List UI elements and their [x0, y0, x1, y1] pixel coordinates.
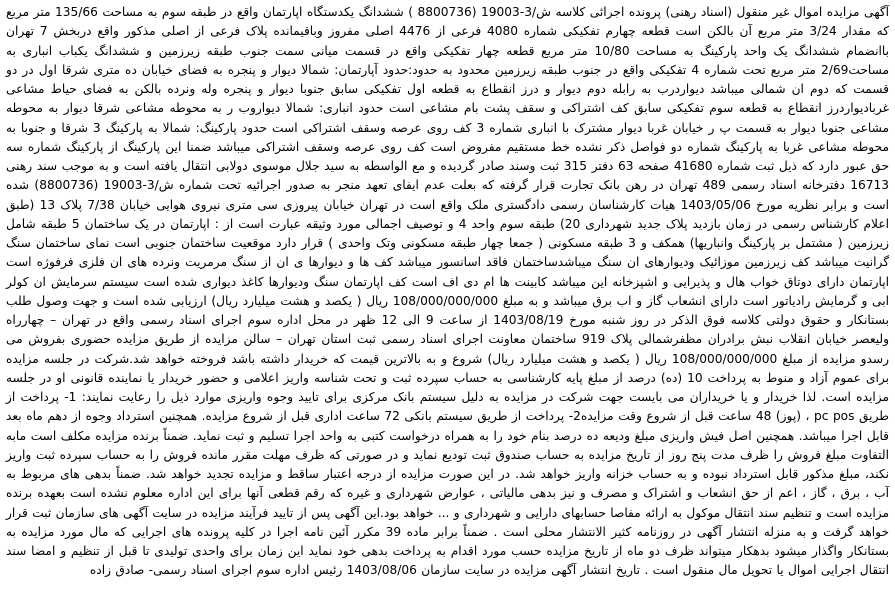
auction-notice-text: آگهی مزایده اموال غیر منقول (اسناد رهنی) پرونده اجرائی کلاسه ش/3-19003 (8800736 ) ششدانگ یکدستگاه اپارتمان واقع در طبقه سوم به مساحت 135/66 متر مربع که مقدار 3/24 متر مربع آن بالکن است قطعه چهارم تفکیکی شماره 4080 فرعی از 4476 اصلی مفروز وباقیمانده پلاک فرعی از اصلی مذکور واقع دربخش 7 تهران باانضمام ششدانگ یک واحد پارکینگ به مساحت 10/80 متر مربع قطعه چهار تفکیکی واقع در قسمت میانی سمت جنوب طبقه زیرزمین و ششدانگ یکباب انباری به مساحت2/69 متر مربع تحت شماره 4 تفکیکی واقع در جنوب طبقه زیرزمین محدود به حدود:حدود آپارتمان: شمالا دیوار و پنجره به فضای خیابان ده متری شرقا اول در دو قسمت که دوم ان شمالی میباشد دیواردرب به رابله دوم دیوار و درز انقطاع به قطعه اول تفکیکی سابق جنوبا دیوار و پنجره وله ونرده بالکن به فضای حیاط مشاعی غربادیواردرز انقطاع به قطعه سوم تفکیکی سابق کف اشتراکی و سقف پشت بام مشاعی است حدود انباری: شمالا دیواروب ر به محوطه مشاعی شرقا دیوار به محوطه مشاعی جنوبا دیوار به قسمت پ ر خیابان غربا دیوار مشترک با انباری شماره 3 کف روی عرصه وسقف اشتراکی است حدود پارکینگ: شمالا به پارکینگ 3 شرقا و جنوبا به محوطه مشاعی غربا به پارکینگ شماره دو فواصل ذکر نشده خط مستقیم مفروض است کف روی عرصه وسقف اشتراکی میباشد ضمنا این پارکینگ از پارکینگ شماره سه حق عبور دارد که ذیل ثبت شماره 41680 صفحه 63 دفتر 315 ثبت وسند صادر گردیده و مع الواسطه به سید جلال موسوی دولابی انتقال یافته است و به موجب سند رهنی 16713 دفترخانه اسناد رسمی 489 تهران در رهن بانک تجارت قرار گرفته که بعلت عدم ایفای تعهد منجر به صدور اجرائیه تحت شماره ش/3-19003 (8800736) شده است و برابر نظریه مورخ 1403/05/06 هیات کارشناسان رسمی دادگستری ملک واقع است در تهران خیابان پیروزی سی متری نیروی هوایی خیابان 7/38 پلاک 13 (طبق اعلام کارشناس رسمی در زمان بازدید پلاک جدید شهرداری 20) طبقه سوم واحد 4 و توصیف اجمالی مورد وثیقه عبارت است از : اپارتمان در یک ساختمان 5 طبقه شامل زیرزمین ( مشتمل بر پارکینگ وانباریها) همکف و 3 طبقه مسکونی ( جمعا چهار طبقه مسکونی وتک واحدی ) قرار دارد موقعیت ساختمان جنوبی است نمای ساختمان سنگ گرانیت میباشد کف زیرزمین موزائیک ودیوارهای ان سنگ میباشدساختمان فاقد اسانسور میباشد کف ها و دیوارها ی ان از سنگ مرمریت ونرده های ان فلزی فرفوژه است اپارتمان دارای دوتاق خواب هال و پذیرایی و اشپزخانه این میباشد کابینت ها ام دی اف است کف اپارتمان سنگ ودیوارها کاغذ دیواری شده است سیستم سرمایش ان کولر ابی و گرمایش رادیاتور است دارای انشعاب گاز و اب برق میباشد و به مبلغ 108/000/000/000 ریال ( یکصد و هشت میلیارد ریال) ارزیابی شده است و جهت وصول طلب بستانکار و حقوق دولتی کلاسه فوق الذکر در روز شنبه مورخ 1403/08/19 از ساعت 9 الی 12 ظهر در محل اداره سوم اجرای اسناد رسمی واقع در تهران – چهارراه ولیعصر خیابان انقلاب نبش برادران مظفرشمالی پلاک 919 ساختمان معاونت اجرای اسناد رسمی ثبت استان تهران – سالن مزایده از طریق مزایده حضوری بفروش می رسدو مزایده از مبلغ 108/000/000/000 ریال ( یکصد و هشت میلیارد ریال) شروع و به بالاترین قیمت که خریدار داشته باشد فروخته خواهد شد.شرکت در جلسه مزایده برای عموم آزاد و منوط به پرداخت 10 (ده) درصد از مبلغ پایه کارشناسی به حساب سپرده ثبت و تحت شناسه واریز اعلامی و حضور خریدار یا نماینده قانونی او در جلسه مزایده است. لذا خریدار و یا خریداران می بایست جهت شرکت در مزایده به دلیل سیستم بانک مرکزی برای تایید وجوه واریزی موارد ذیل را رعایت نمایند: 1- پرداخت از طریق pc pos ، (پوز) 48 ساعت قبل از شروع وقت مزایده2- پرداخت از طریق سیستم بانکی 72 ساعت اداری قبل از شروع مزایده. همچنین استرداد وجوه از دهم ماه بعد قابل اجرا میباشد. همچنین اصل فیش واریزی مبلغ ودیعه ده درصد بنام خود را به همراه درخواست کتبی به واحد اجرا تسلیم و ثبت نماید. ضمناً برنده مزایده مکلف است مابه التفاوت مبلغ فروش را ظرف مدت پنج روز از تاریخ مزایده به حساب صندوق ثبت تودیع نماید و در صورتی که ظرف مهلت مقرر مانده فروش را به حساب سپرده ثبت واریز نکند، مبلغ مذکور قابل استرداد نبوده و به حساب خزانه واریز خواهد شد. در این صورت مزایده از درجه اعتبار ساقط و مزایده تجدید خواهد شد. ضمناً بدهی های مربوط به آب ، برق ، گاز ، اعم از حق انشعاب و اشتراک و مصرف و نیز بدهی مالیاتی ، عوارض شهرداری و غیره که رقم قطعی آنها برای این اداره معلوم نشده است بعهده برنده مزایده است و تنظیم سند انتقال موکول به ارائه مفاصا حسابهای دارایی و شهرداری و ... خواهد بود.این آگهی پس از تایید فرآیند مزایده در سایت آگهی های سازمان ثبت قرار خواهد گرفت و به منزله انتشار آگهی در روزنامه کثیر الانتشار محلی است . ضمناً برابر ماده 39 مکرر آئین نامه اجرا در کلیه پرونده های اجرایی که مال مورد مزایده به بستانکار واگذار میشود بدهکار میتواند ظرف دو ماه از تاریخ مزایده حسب مورد اقدام به پرداخت بدهی خود نماید این زمان برای واحدی تولیدی تا قبل از تنظیم و امضا سند انتقال اجرایی اموال یا تحویل مال منقول است . تاریخ انتشار آگهی مزایده در سایت سازمان 1403/08/06 رئیس اداره سوم اجرای اسناد رسمی- صادق زاده [6, 5, 890, 578]
